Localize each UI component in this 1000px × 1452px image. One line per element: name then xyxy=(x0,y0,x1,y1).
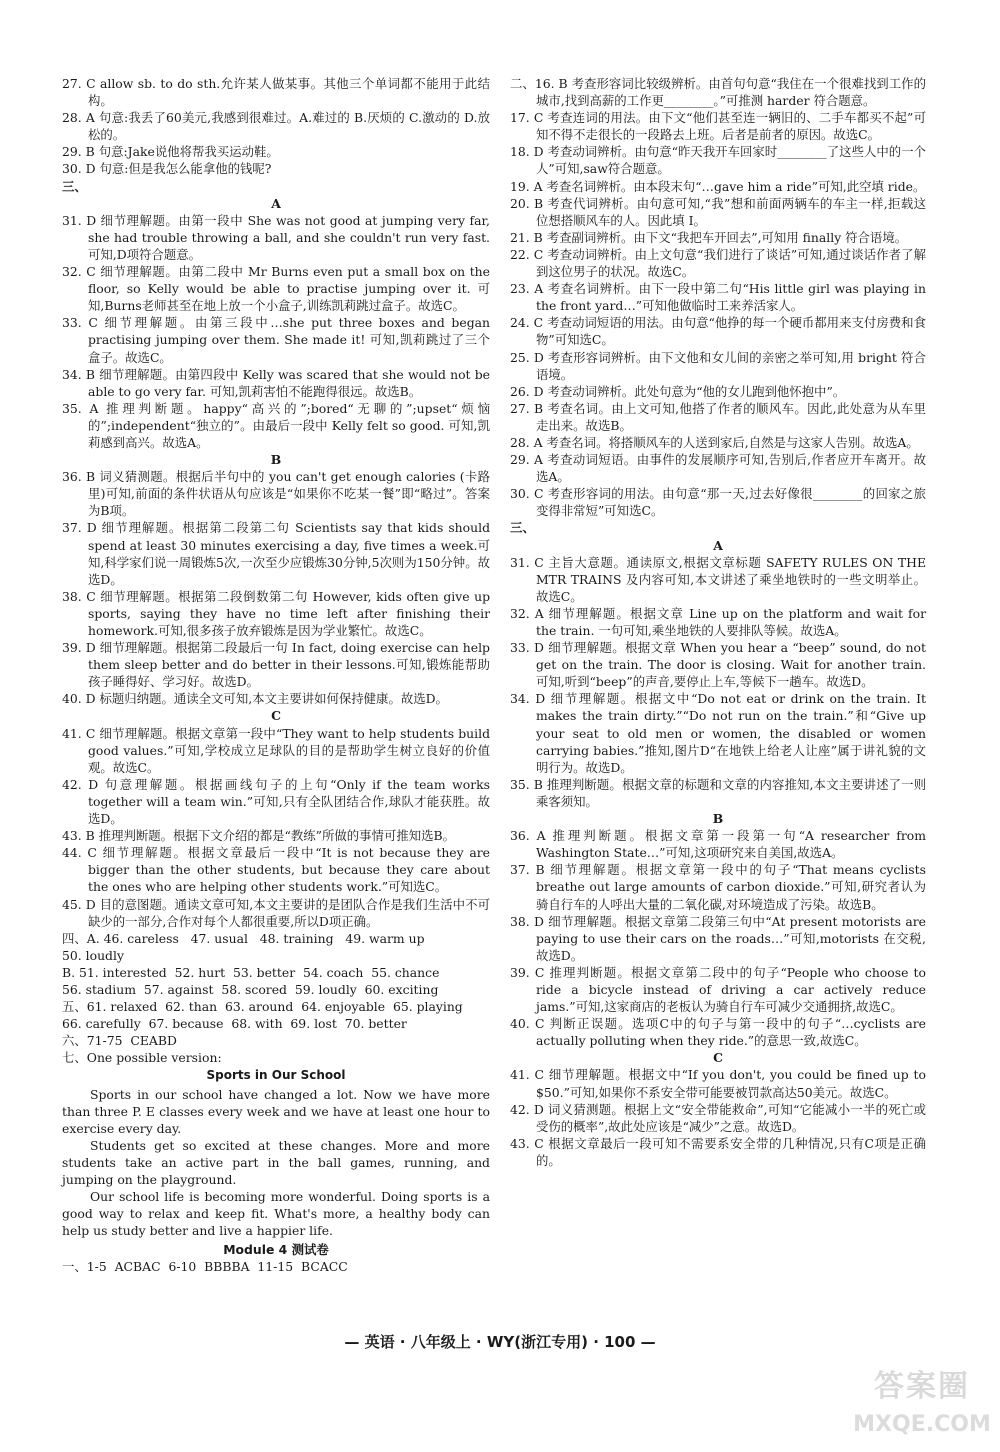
answer-line: 五、61. relaxed 62. than 63. around 64. enjoyable 65. playing xyxy=(62,999,463,1015)
page-footer: — 英语 · 八年级上 · WY(浙江专用) · 100 — xyxy=(344,1333,656,1351)
answer-item: 41. C 细节理解题。根据文章第一段中“They want to help students build good values.”可知,学校成立足球队的目的是帮助学生树立良好的价值观。故选C。 xyxy=(62,725,490,775)
subsection-heading: B xyxy=(270,452,282,468)
answer-item: 40. D 标题归纳题。通读全文可知,本文主要讲如何保持健康。故选D。 xyxy=(62,691,448,707)
answer-item: 34. B 细节理解题。由第四段中 Kelly was scared that she would not be able to go very far. 可知,凯莉害怕不能跑得很远。故选B。 xyxy=(62,366,490,399)
answer-item: 36. A 推理判断题。根据文章第一段第一句“A researcher from Washington State…”可知,这项研究来自美国,故选A。 xyxy=(510,828,926,861)
answer-item: 40. C 判断正误题。选项C中的句子与第一段中的句子“…cyclists are actually polluting when they ride.”的意思一致,故选C。 xyxy=(510,1016,926,1049)
answer-item: 43. C 根据文章最后一段可知不需要系安全带的几种情况,只有C项是正确的。 xyxy=(510,1135,926,1168)
answer-item: 21. B 考查副词辨析。由下文“我把车开回去”,可知用 finally 符合语境。 xyxy=(510,229,908,245)
answer-item: 18. D 考查动词辨析。由句意“昨天我开车回家时________了这些人中的一个人”可知,saw符合题意。 xyxy=(510,144,926,177)
answer-item: 29. A 考查动词短语。由事件的发展顺序可知,告别后,作者应开车离开。故选A。 xyxy=(510,452,926,485)
answer-item: 37. D 细节理解题。根据第二段第二句 Scientists say that kids should spend at least 30 minutes exercising a day, five times a week.可知,科学家们说一周锻炼5次,一次至少应锻炼30分钟,5次则为150分钟。故选D。 xyxy=(62,520,490,587)
answer-item: 44. C 细节理解题。根据文章最后一段中“It is not because they are bigger than the other students, but because they care about the ones who are helping other students work.”可知选C。 xyxy=(62,845,490,895)
answer-line: 56. stadium 57. against 58. scored 59. loudly 60. exciting xyxy=(62,981,439,997)
answer-item: 30. D 句意:但是我怎么能拿他的钱呢? xyxy=(62,161,272,177)
answer-item: 45. D 目的意图题。通读文章可知,本文主要讲的是团队合作是我们生活中不可缺少的一部分,合作对每个人都很重要,所以D项正确。 xyxy=(62,896,490,929)
answer-item: 28. A 考查名词。将搭顺风车的人送到家后,自然是与这家人告别。故选A。 xyxy=(510,434,919,450)
answer-line: 66. carefully 67. because 68. with 69. lost 70. better xyxy=(62,1016,407,1032)
subsection-heading: B xyxy=(712,811,724,827)
answer-item: 39. C 推理判断题。根据文章第二段中的句子“People who choose to ride a bicycle instead of driving a car actively reduce jams.”可知,这家商店的老板认为骑自行车可减少交通拥挤,故选C。 xyxy=(510,964,926,1015)
answer-item: 37. B 细节理解题。根据文章第一段中的句子“That means cyclists breathe out large amounts of carbon dioxide.”可知,研究者认为骑自行车的人呼出大量的二氧化碳,对环境造成了污染。故选B。 xyxy=(510,862,926,912)
answer-item: 39. D 细节理解题。根据第二段最后一句 In fact, doing exercise can help them sleep better and do better in their lessons.可知,锻炼能帮助孩子睡得好、学习好。故选D。 xyxy=(62,640,490,690)
answer-item: 二、16. B 考查形容词比较级辨析。由首句句意“我住在一个很难找到工作的城市,找到高薪的工作更________。”可推测 harder 符合题意。 xyxy=(510,76,926,109)
answer-line: 四、A. 46. careless 47. usual 48. training 49. warm up xyxy=(62,930,425,946)
answer-item: 30. C 考查形容词的用法。由句意“那一天,过去好像很________的回家之旅变得非常短”可知选C。 xyxy=(510,486,926,519)
watermark-logo xyxy=(852,1369,992,1444)
watermark-logo-text: 答案圈 xyxy=(874,1369,970,1404)
essay-paragraph: Students get so excited at these changes. More and more students take an active part in the ball games, running, and jumping on the playground. xyxy=(62,1137,490,1187)
answer-line: B. 51. interested 52. hurt 53. better 54. coach 55. chance xyxy=(62,964,440,980)
answer-item: 38. D 细节理解题。根据文章第二段第三句中“At present motorists are paying to use their cars on the roads…”可知,motorists 在交税,故选D。 xyxy=(510,913,926,963)
answer-item: 32. A 细节理解题。根据文章 Line up on the platform and wait for the train. 一句可知,乘坐地铁的人要排队等候。故选A。 xyxy=(510,605,926,638)
answer-line: 50. loudly xyxy=(62,947,124,963)
answer-item: 17. C 考查连词的用法。由下文“他们甚至连一辆旧的、二手车都买不起”可知不得不走很长的一段路去上班。后者是前者的原因。故选C。 xyxy=(510,110,926,143)
answer-item: 31. C 主旨大意题。通读原文,根据文章标题 SAFETY RULES ON THE MTR TRAINS 及内容可知,本文讲述了乘坐地铁时的一些文明举止。故选C。 xyxy=(510,554,926,604)
subsection-heading: C xyxy=(713,1050,723,1066)
answer-item: 34. D 细节理解题。根据文中“Do not eat or drink on the train. It makes the train dirty.”“Do not run on the train.”和“Give up your seat to old men or women, the disabled or women carrying babies.”推知,图片D“在地铁上给老人让座”属于讲礼貌的文明行为。故选D。 xyxy=(510,691,926,775)
subsection-heading: A xyxy=(713,537,723,553)
answer-item: 20. B 考查代词辨析。由句意可知,“我”想和前面两辆车的车主一样,拒载这位想搭顺风车的人。因此填 I。 xyxy=(510,195,926,228)
subsection-heading: C xyxy=(271,708,281,724)
answer-item: 36. B 词义猜测题。根据后半句中的 you can't get enough calories (卡路里)可知,前面的条件状语从句应该是“如果你不吃某一餐”即“略过”。答案为B项。 xyxy=(62,469,490,519)
answer-item: 31. D 细节理解题。由第一段中 She was not good at jumping very far, she had trouble throwing a ball, and she couldn't run very fast. 可知,D项符合题意。 xyxy=(62,212,490,262)
answer-line: 七、One possible version: xyxy=(62,1050,222,1066)
answer-item: 38. C 细节理解题。根据第二段倒数第二句 However, kids often give up sports, saying they have no time left after finishing their homework.可知,很多孩子放弃锻炼是因为学业繁忙。故选C。 xyxy=(62,588,490,638)
answer-item: 41. C 细节理解题。根据文中“If you don't, you could be fined up to $50.”可知,如果你不系安全带可能要被罚款高达50美元。故选C。 xyxy=(510,1067,926,1100)
section-heading: 三、 xyxy=(510,520,535,536)
right-column xyxy=(510,75,926,1169)
answer-item: 28. A 句意:我丢了60美元,我感到很难过。A.难过的 B.厌烦的 C.激动的 D.放松的。 xyxy=(62,110,490,143)
essay-paragraph: Our school life is becoming more wonderful. Doing sports is a good way to relax and keep fit. What's more, a healthy body can help us study better and live a happier life. xyxy=(62,1189,490,1239)
essay-paragraph: Sports in our school have changed a lot. Now we have more than three P. E classes every week and we have at least one hour to exercise every day. xyxy=(62,1086,490,1136)
answer-item: 32. C 细节理解题。由第二段中 Mr Burns even put a small box on the floor, so Kelly would be able to practise jumping over it. 可知,Burns老师甚至在地上放一个小盒子,训练凯莉跳过盒子。故选C。 xyxy=(62,264,490,314)
watermark-url: MXQE.COM xyxy=(853,1412,991,1437)
section-heading: 三、 xyxy=(62,178,87,194)
answer-item: 25. D 考查形容词辨析。由下文他和女儿间的亲密之举可知,用 bright 符合语境。 xyxy=(510,349,926,382)
essay-title: Sports in Our School xyxy=(206,1068,346,1083)
answer-item: 26. D 考查动词辨析。此处句意为“他的女儿跑到他怀抱中”。 xyxy=(510,383,846,399)
left-column xyxy=(62,75,490,1276)
answer-item: 23. A 考查名词辨析。由下一段中第二句“His little girl was playing in the front yard…”可知他做临时工来养活家人。 xyxy=(510,281,926,314)
answer-item: 35. A 推理判断题。happy“高兴的”;bored“无聊的”;upset“烦恼的”;independent“独立的”。由最后一段中 Kelly felt so good. 可知,凯莉感到高兴。故选A。 xyxy=(62,400,490,450)
module-title: Module 4 测试卷 xyxy=(223,1242,329,1258)
answer-item: 27. B 考查名词。由上文可知,他搭了作者的顺风车。因此,此处意为从车里走出来。故选B。 xyxy=(510,400,926,433)
answer-item: 27. C allow sb. to do sth.允许某人做某事。其他三个单词都不能用于此结构。 xyxy=(62,76,490,109)
answer-item: 33. C 细节理解题。由第三段中…she put three boxes and began practising jumping over them. She made it! 可知,凯莉跳过了三个盒子。故选C。 xyxy=(62,315,490,365)
answer-item: 35. B 推理判断题。根据文章的标题和文章的内容推知,本文主要讲述了一则乘客须知。 xyxy=(510,776,926,809)
answer-item: 42. D 句意理解题。根据画线句子的上句“Only if the team works together will a team win.”可知,只有全队团结合作,球队才能获胜。故选D。 xyxy=(62,776,490,827)
answer-line: 六、71-75 CEABD xyxy=(62,1033,177,1049)
answer-item: 42. D 词义猜测题。根据上文“安全带能救命”,可知“它能减小一半的死亡或受伤的概率”,故此处应该是“减少”之意。故选D。 xyxy=(510,1101,926,1134)
subsection-heading: A xyxy=(271,195,281,211)
answer-item: 19. A 考查名词辨析。由本段末句“…gave him a ride”可知,此空填 ride。 xyxy=(510,178,926,194)
answer-item: 33. D 细节理解题。根据文章 When you hear a “beep” sound, do not get on the train. The door is closing. Wait for another train. 可知,听到“beep”的声音,要停止上车,等候下一趟车。故选D。 xyxy=(510,640,926,690)
answer-line: 一、1-5 ACBAC 6-10 BBBBA 11-15 BCACC xyxy=(62,1259,348,1275)
answer-item: 29. B 句意:Jake说他将帮我买运动鞋。 xyxy=(62,144,279,160)
answer-item: 24. C 考查动词短语的用法。由句意“他挣的每一个硬币都用来支付房费和食物”可知选C。 xyxy=(510,315,926,348)
answer-item: 22. C 考查动词辨析。由上文句意“我们进行了谈话”可知,通过谈话作者了解到这位男子的状况。故选C。 xyxy=(510,246,926,280)
answer-item: 43. B 推理判断题。根据下文介绍的都是“教练”所做的事情可推知选B。 xyxy=(62,828,456,844)
